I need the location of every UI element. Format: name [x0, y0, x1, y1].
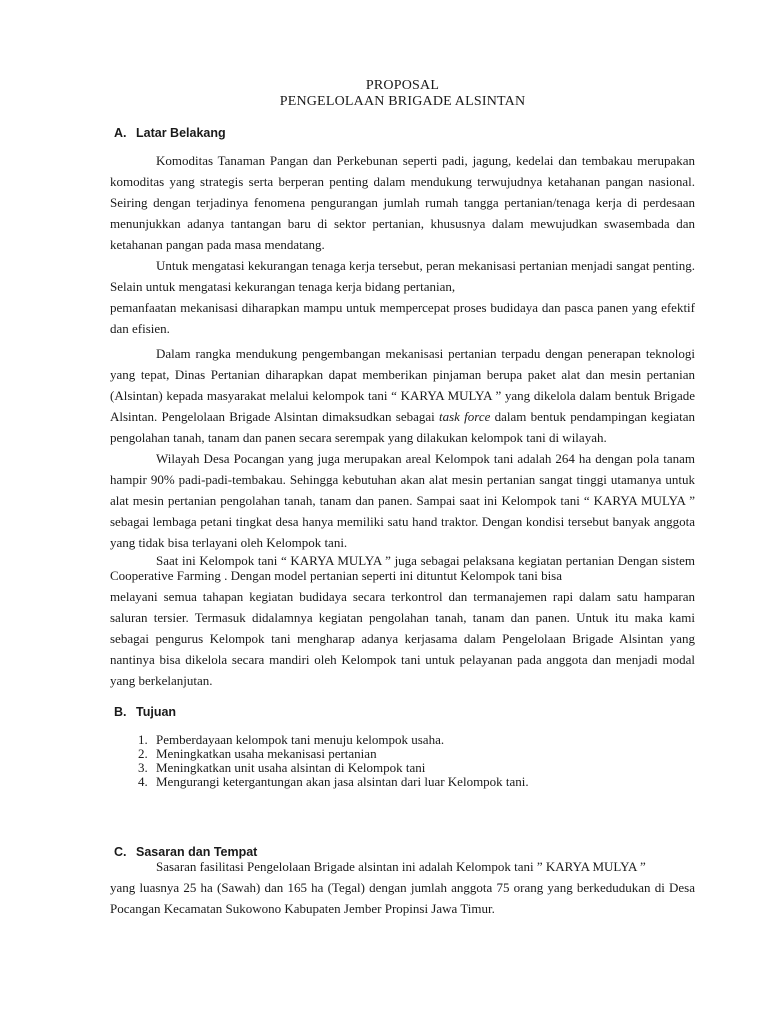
list-item-text: Mengurangi ketergantungan akan jasa alsintan dari luar Kelompok tani. [156, 774, 529, 789]
section-a-title: Latar Belakang [136, 126, 226, 140]
section-c-heading [110, 845, 695, 859]
title-line-1: PROPOSAL [365, 78, 440, 93]
paragraph-3-text-after: dalam bentuk pendampingan kegiatan pengolahan tanah, tanam dan panen secara serempak yang dilakukan kelompok tani di wilayah. [110, 409, 696, 445]
list-item-text: Meningkatkan usaha mekanisasi pertanian [156, 746, 377, 761]
paragraph-3-text-before: Dalam rangka mendukung pengembangan mekanisasi pertanian terpadu dengan penerapan teknologi yang tepat, Dinas Pertanian diharapkan dapat memberikan pinjaman berupa paket alat dan mesin pertanian (Alsintan) kepada masyarakat melalui kelompok tani “ KARYA MULYA ” yang dikelola dalam bentuk Brigade Alsintan. Pengelolaan Brigade Alsintan dimaksudkan sebagai [110, 346, 695, 424]
title-line-2: PENGELOLAAN BRIGADE ALSINTAN [279, 94, 526, 109]
section-c-title: Sasaran dan Tempat [136, 845, 258, 859]
list-item [110, 733, 695, 747]
section-a-paragraph-1: Komoditas Tanaman Pangan dan Perkebunan seperti padi, jagung, kedelai dan tembakau merupakan komoditas yang strategis serta berperan penting dalam mendukung terwujudnya ketahanan pangan nasional. Seiring dengan terjadinya fenomena pengurangan jumlah rumah tangga pertanian/tenaga kerja di perdesaan menunjukkan adanya tantangan baru di sektor pertanian, khususnya dalam mewujudkan swasembada dan ketahanan pangan pada masa mendatang. [110, 153, 695, 252]
list-item-number: 2. [138, 746, 148, 761]
list-item [110, 775, 695, 789]
section-a-paragraph-2a: Untuk mengatasi kekurangan tenaga kerja tersebut, peran mekanisasi pertanian menjadi sangat penting. Selain untuk mengatasi kekurangan tenaga kerja bidang pertanian, [110, 258, 695, 294]
list-item-text: Meningkatkan unit usaha alsintan di Kelompok tani [156, 760, 426, 775]
section-c-paragraph-1b: yang luasnya 25 ha (Sawah) dan 165 ha (Tegal) dengan jumlah anggota 75 orang yang berkedudukan di Desa Pocangan Kecamatan Sukowono Kabupaten Jember Propinsi Jawa Timur. [110, 880, 695, 916]
list-item-number: 1. [138, 732, 148, 747]
list-item [110, 761, 695, 775]
section-a-paragraph-5a: Saat ini Kelompok tani “ KARYA MULYA ” juga sebagai pelaksana kegiatan pertanian Dengan sistem Cooperative Farming . Dengan model pertanian seperti ini dituntut Kelompok tani bisa [110, 553, 695, 583]
goals-list [110, 733, 695, 789]
section-c-paragraph-1a: Sasaran fasilitasi Pengelolaan Brigade alsintan ini adalah Kelompok tani ” KARYA MULYA ” [156, 859, 646, 874]
section-b-title: Tujuan [136, 705, 177, 719]
section-b-letter: B. [114, 705, 127, 719]
section-c-letter: C. [114, 845, 127, 859]
list-item-text: Pemberdayaan kelompok tani menuju kelompok usaha. [156, 732, 445, 747]
document-title [110, 78, 695, 110]
section-a-paragraph-5b: melayani semua tahapan kegiatan budidaya secara terkontrol dan termanajemen rapi dalam satu hamparan saluran tersier. Termasuk didalamnya kegiatan pengolahan tanah, tanam dan panen. Untuk itu maka kami sebagai pengurus Kelompok tani mengharap adanya kerjasama dalam Pengelolaan Brigade Alsintan yang nantinya bisa dikelola secara mandiri oleh Kelompok tani untuk pelayanan pada anggota dan menjadi modal yang berkelanjutan. [110, 589, 695, 688]
section-a-paragraph-4: Wilayah Desa Pocangan yang juga merupakan areal Kelompok tani adalah 264 ha dengan pola tanam hampir 90% padi-padi-tembakau. Sehingga kebutuhan akan alat mesin pertanian sangat tinggi utamanya untuk alat mesin pertanian pengolahan tanah, tanam dan panen. Sampai saat ini Kelompok tani “ KARYA MULYA ” sebagai lembaga petani tingkat desa hanya memiliki satu hand traktor. Dengan kondisi tersebut banyak anggota yang tidak bisa terlayani oleh Kelompok tani. [110, 451, 695, 550]
list-item-number: 4. [138, 774, 148, 789]
section-b-heading [110, 705, 695, 719]
document-page [110, 78, 695, 919]
list-item [110, 747, 695, 761]
section-a-heading [110, 126, 695, 140]
section-a-letter: A. [114, 126, 127, 140]
list-item-number: 3. [138, 760, 148, 775]
section-a-paragraph-3 [110, 343, 695, 448]
section-a-paragraph-2b: pemanfaatan mekanisasi diharapkan mampu untuk mempercepat proses budidaya dan pasca panen yang efektif dan efisien. [110, 300, 695, 336]
task-force-term: task force [438, 409, 491, 424]
